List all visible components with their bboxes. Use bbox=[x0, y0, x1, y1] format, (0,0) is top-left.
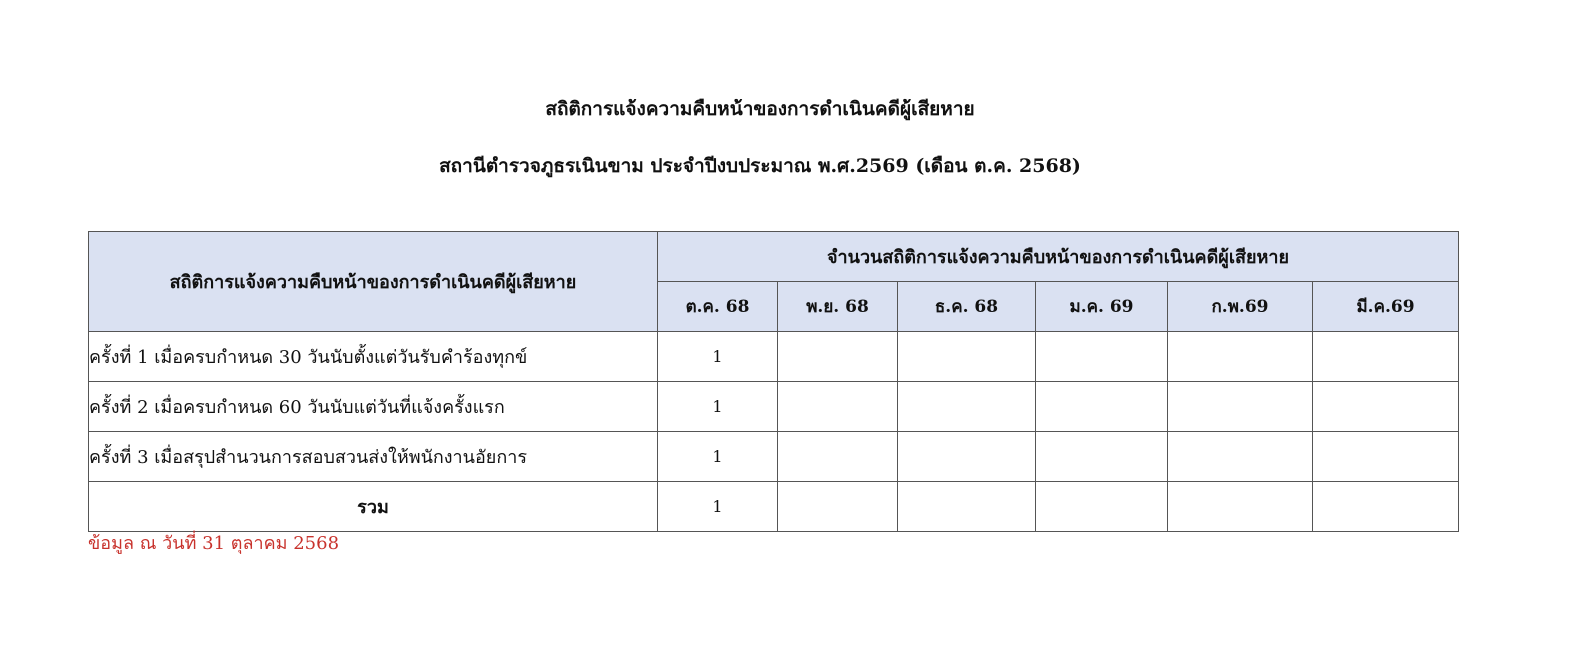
month-header: พ.ย. 68 bbox=[778, 282, 898, 332]
document-subtitle: สถานีตำรวจภูธรเนินขาม ประจำปีงบประมาณ พ.ศ.2569 (เดือน ต.ค. 2568) bbox=[439, 155, 1081, 177]
table-cell bbox=[1313, 332, 1459, 382]
total-label: รวม bbox=[89, 482, 658, 532]
table-cell bbox=[898, 382, 1036, 432]
total-cell bbox=[1036, 482, 1168, 532]
table-cell bbox=[778, 332, 898, 382]
table-row bbox=[89, 382, 1459, 432]
table-cell bbox=[1168, 382, 1313, 432]
total-cell: 1 bbox=[658, 482, 778, 532]
table-cell: 1 bbox=[658, 432, 778, 482]
row-label: ครั้งที่ 2 เมื่อครบกำหนด 60 วันนับแต่วันที่แจ้งครั้งแรก bbox=[89, 382, 658, 432]
table-cell bbox=[1036, 382, 1168, 432]
month-header: ก.พ.69 bbox=[1168, 282, 1313, 332]
table-cell bbox=[1313, 432, 1459, 482]
table-cell bbox=[1168, 432, 1313, 482]
data-as-of-note: ข้อมูล ณ วันที่ 31 ตุลาคม 2568 bbox=[88, 533, 340, 554]
total-cell bbox=[1313, 482, 1459, 532]
month-header: มี.ค.69 bbox=[1313, 282, 1459, 332]
table-row bbox=[89, 332, 1459, 382]
table-cell bbox=[1036, 332, 1168, 382]
statistics-table bbox=[88, 231, 1459, 532]
table-cell bbox=[1036, 432, 1168, 482]
table-cell bbox=[1313, 382, 1459, 432]
table-cell: 1 bbox=[658, 382, 778, 432]
total-cell bbox=[1168, 482, 1313, 532]
table-cell bbox=[778, 432, 898, 482]
month-header: ธ.ค. 68 bbox=[898, 282, 1036, 332]
table-cell bbox=[898, 332, 1036, 382]
document-title: สถิติการแจ้งความคืบหน้าของการดำเนินคดีผู้เสียหาย bbox=[545, 98, 975, 120]
table-cell bbox=[778, 382, 898, 432]
total-cell bbox=[898, 482, 1036, 532]
table-row bbox=[89, 432, 1459, 482]
table-cell bbox=[898, 432, 1036, 482]
header-main: สถิติการแจ้งความคืบหน้าของการดำเนินคดีผู้เสียหาย bbox=[89, 232, 658, 332]
table-cell bbox=[1168, 332, 1313, 382]
table-cell: 1 bbox=[658, 332, 778, 382]
total-cell bbox=[778, 482, 898, 532]
total-row bbox=[89, 482, 1459, 532]
month-header: ต.ค. 68 bbox=[658, 282, 778, 332]
month-header: ม.ค. 69 bbox=[1036, 282, 1168, 332]
row-label: ครั้งที่ 1 เมื่อครบกำหนด 30 วันนับตั้งแต่วันรับคำร้องทุกข์ bbox=[89, 332, 658, 382]
row-label: ครั้งที่ 3 เมื่อสรุปสำนวนการสอบสวนส่งให้พนักงานอัยการ bbox=[89, 432, 658, 482]
table-header-row bbox=[89, 232, 1459, 282]
header-group: จำนวนสถิติการแจ้งความคืบหน้าของการดำเนินคดีผู้เสียหาย bbox=[658, 232, 1459, 282]
